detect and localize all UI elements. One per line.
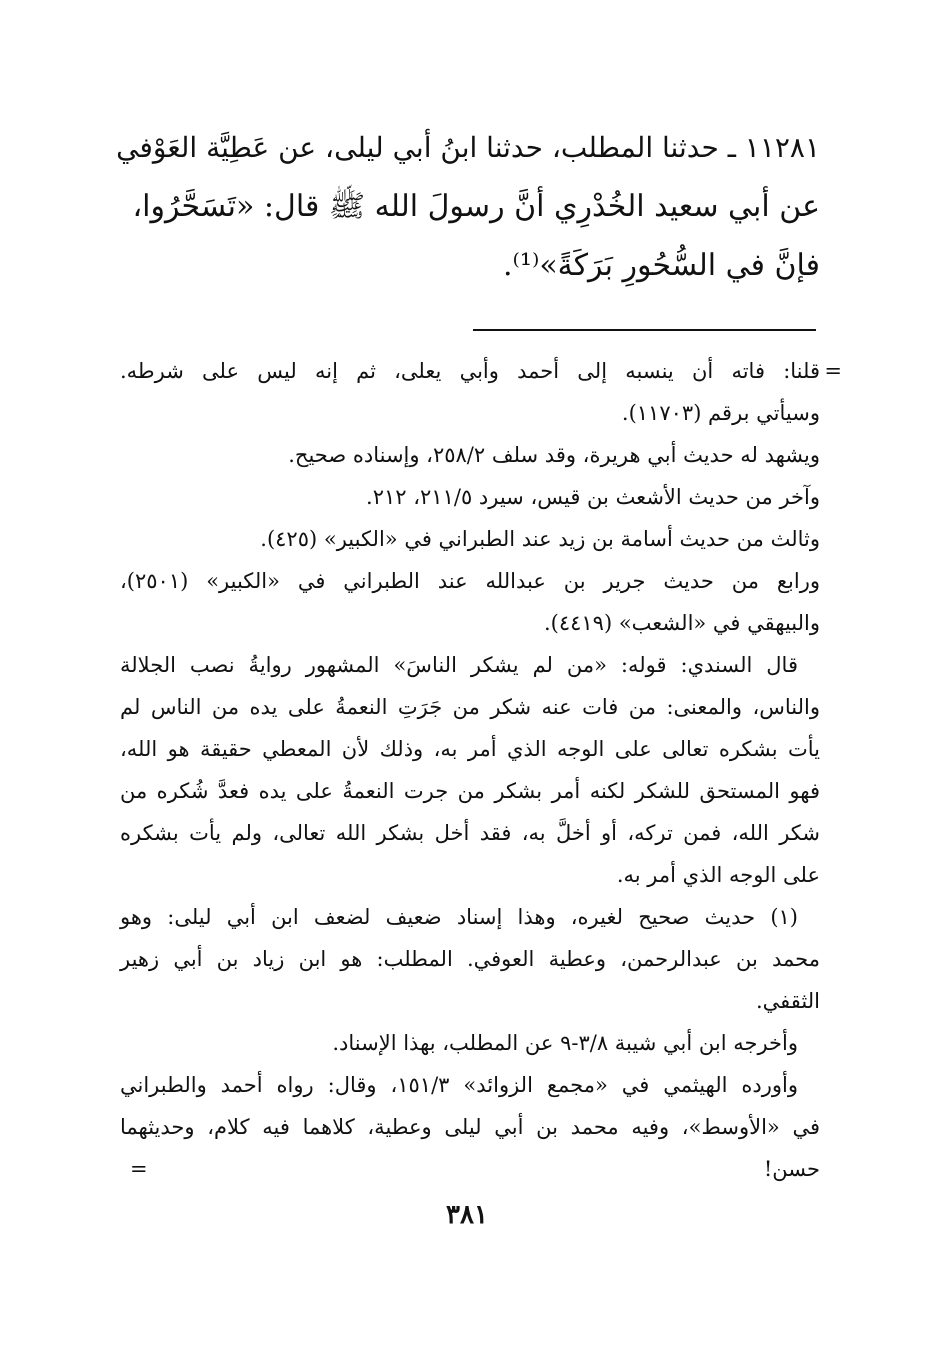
footnote-line: في «الأوسط»، وفيه محمد بن أبي ليلى وعطية، كلاهما فيه كلام، وحديثهما — [120, 1115, 820, 1139]
footnote-line: الثقفي. — [756, 989, 820, 1013]
footnote-line: حسن! = — [120, 1148, 820, 1190]
footnote-line: شكر الله، فمن تركه، أو أخلَّ به، فقد أخل بشكر الله تعالى، ولم يأت بشكره — [120, 821, 820, 845]
footnote-line: وثالث من حديث أسامة بن زيد عند الطبراني في «الكبير» (٤٢٥). — [260, 527, 820, 551]
footnote-line: ويشهد له حديث أبي هريرة، وقد سلف ٢٥٨/٢، وإسناده صحيح. — [288, 443, 820, 467]
page-number: ٣٨١ — [446, 1200, 488, 1230]
footnote-separator — [473, 329, 816, 331]
continuation-mark: = — [824, 359, 842, 383]
footnote-line: = قلنا: فاته أن ينسبه إلى أحمد وأبي يعلى، ثم إنه ليس على شرطه. — [120, 350, 820, 392]
footnote-line: وآخر من حديث الأشعث بن قيس، سيرد ٢١١/٥، ٢١٢. — [366, 485, 820, 509]
hadith-line: ١١٢٨١ ـ حدثنا المطلب، حدثنا ابنُ أبي ليلى، عن عَطِيَّة العَوْفي — [116, 131, 820, 164]
footnote-line: ورابع من حديث جرير بن عبدالله عند الطبراني في «الكبير» (٢٥٠١)، — [120, 569, 820, 593]
footnote-line: محمد بن عبدالرحمن، وعطية العوفي. المطلب: هو ابن زياد بن أبي زهير — [120, 947, 820, 971]
footnote-line: وسيأتي برقم (١١٧٠٣). — [621, 401, 820, 425]
hadith-text — [116, 118, 820, 295]
hadith-line: فإنَّ في السُّحُورِ بَرَكَةً»⁽¹⁾. — [503, 248, 820, 283]
footnote-line: وأخرجه ابن أبي شيبة ٣/٨-٩ عن المطلب، بهذا الإسناد. — [332, 1031, 798, 1055]
footnote-line: قال السندي: قوله: «من لم يشكر الناسَ» المشهور روايةُ نصب الجلالة — [120, 653, 798, 677]
footnote-line: على الوجه الذي أمر به. — [616, 863, 820, 887]
continuation-end-mark: = — [130, 1157, 148, 1181]
footnote-line: يأت بشكره تعالى على الوجه الذي أمر به، وذلك لأن المعطي حقيقة هو الله، — [120, 737, 820, 761]
footnote-line: والناس، والمعنى: من فات عنه شكر من جَرَتِ النعمةُ على يده من الناس لم — [120, 695, 820, 719]
footnote-line: فهو المستحق للشكر لكنه أمر بشكر من جرت النعمةُ على يده فعدَّ شُكره من — [120, 779, 820, 803]
footnote-line: وأورده الهيثمي في «مجمع الزوائد» ١٥١/٣، وقال: رواه أحمد والطبراني — [120, 1073, 798, 1097]
footnote-line: والبيهقي في «الشعب» (٤٤١٩). — [543, 611, 820, 635]
hadith-line: عن أبي سعيد الخُدْرِي أنَّ رسولَ الله ﷺ قال: «تَسَحَّرُوا، — [132, 189, 820, 224]
footnote-line: (١) حديث صحيح لغيره، وهذا إسناد ضعيف لضعف ابن أبي ليلى: وهو — [120, 905, 798, 929]
footnotes — [120, 350, 842, 1190]
